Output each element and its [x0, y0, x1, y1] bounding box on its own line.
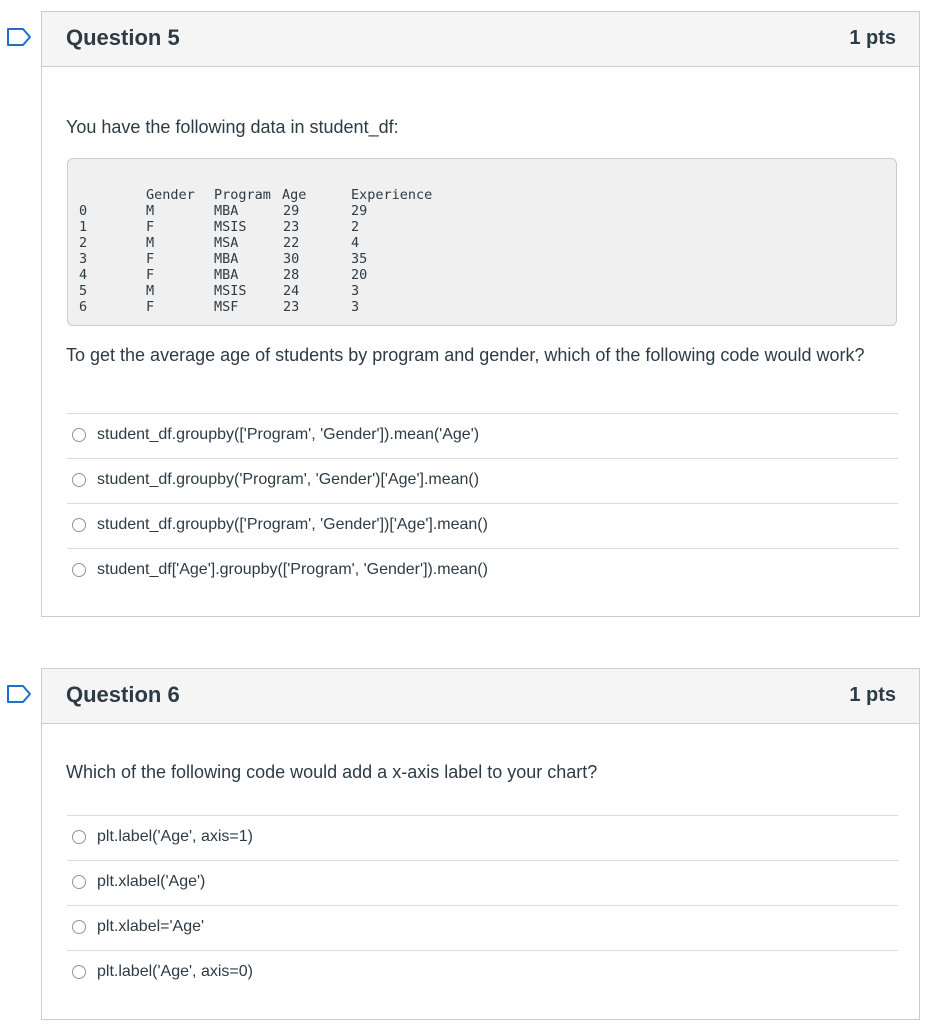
table-cell: MSIS	[214, 283, 247, 299]
radio-button[interactable]	[72, 473, 86, 487]
radio-button[interactable]	[72, 920, 86, 934]
question-6-card	[41, 668, 920, 1020]
table-cell: F	[146, 251, 155, 267]
table-cell: 22	[283, 235, 300, 251]
table-cell: 3	[351, 299, 360, 315]
table-cell: 2	[351, 219, 360, 235]
question-6-header	[42, 669, 919, 724]
radio-button[interactable]	[72, 965, 86, 979]
table-cell: MSF	[214, 299, 239, 315]
table-cell: M	[146, 283, 155, 299]
table-cell: 23	[283, 219, 300, 235]
table-header: Program	[214, 187, 271, 203]
radio-button[interactable]	[72, 830, 86, 844]
table-cell: MSIS	[214, 219, 247, 235]
answer-option[interactable]	[67, 860, 898, 905]
table-cell: MSA	[214, 235, 239, 251]
table-cell: M	[146, 203, 155, 219]
table-cell: 29	[283, 203, 300, 219]
answer-label[interactable]: plt.xlabel='Age'	[97, 918, 205, 935]
table-cell: F	[146, 219, 155, 235]
flag-question-5-icon[interactable]	[6, 28, 32, 46]
table-cell: 4	[351, 235, 360, 251]
table-cell: 29	[351, 203, 368, 219]
question-5-card	[41, 11, 920, 617]
table-index: 3	[79, 251, 88, 267]
table-cell: 24	[283, 283, 300, 299]
radio-button[interactable]	[72, 875, 86, 889]
table-header: Gender	[146, 187, 195, 203]
answer-option[interactable]	[67, 905, 898, 950]
answer-option[interactable]	[67, 815, 898, 860]
table-cell: 30	[283, 251, 300, 267]
question-title: Question 6	[66, 682, 180, 707]
table-cell: 35	[351, 251, 368, 267]
table-cell: F	[146, 267, 155, 283]
flag-question-6-icon[interactable]	[6, 685, 32, 703]
table-index: 0	[79, 203, 88, 219]
table-index: 5	[79, 283, 88, 299]
question-prompt: To get the average age of students by program and gender, which of the following code would work?	[66, 345, 865, 365]
answer-list	[67, 815, 898, 995]
table-cell: M	[146, 235, 155, 251]
answer-option[interactable]	[67, 458, 898, 503]
table-index: 1	[79, 219, 88, 235]
table-index: 6	[79, 299, 88, 315]
table-cell: MBA	[214, 267, 239, 283]
question-points: 1 pts	[849, 684, 896, 706]
table-header: Age	[282, 187, 307, 203]
table-cell: 28	[283, 267, 300, 283]
radio-button[interactable]	[72, 518, 86, 532]
radio-button[interactable]	[72, 563, 86, 577]
question-prompt: Which of the following code would add a x-axis label to your chart?	[66, 762, 598, 782]
answer-label[interactable]: plt.label('Age', axis=0)	[97, 963, 253, 980]
table-cell: MBA	[214, 203, 239, 219]
question-5-header	[42, 12, 919, 67]
table-index: 4	[79, 267, 88, 283]
table-cell: MBA	[214, 251, 239, 267]
answer-label[interactable]: plt.label('Age', axis=1)	[97, 828, 253, 845]
answer-option[interactable]	[67, 413, 898, 458]
answer-option[interactable]	[67, 950, 898, 995]
table-cell: 3	[351, 283, 360, 299]
table-cell: F	[146, 299, 155, 315]
table-cell: 20	[351, 267, 368, 283]
table-index: 2	[79, 235, 88, 251]
answer-label[interactable]: plt.xlabel('Age')	[97, 873, 206, 890]
answer-list	[67, 413, 898, 593]
question-intro: You have the following data in student_df:	[66, 117, 399, 137]
table-header: Experience	[351, 187, 433, 203]
radio-button[interactable]	[72, 428, 86, 442]
question-title: Question 5	[66, 25, 180, 50]
answer-label[interactable]: student_df.groupby(['Program', 'Gender'])['Age'].mean()	[97, 516, 488, 533]
data-table-block	[67, 158, 897, 326]
table-cell: 23	[283, 299, 300, 315]
question-points: 1 pts	[849, 27, 896, 49]
answer-option[interactable]	[67, 503, 898, 548]
answer-label[interactable]: student_df.groupby('Program', 'Gender')['Age'].mean()	[97, 471, 480, 488]
answer-label[interactable]: student_df['Age'].groupby(['Program', 'Gender']).mean()	[97, 561, 488, 578]
answer-option[interactable]	[67, 548, 898, 593]
answer-label[interactable]: student_df.groupby(['Program', 'Gender']).mean('Age')	[97, 426, 480, 443]
